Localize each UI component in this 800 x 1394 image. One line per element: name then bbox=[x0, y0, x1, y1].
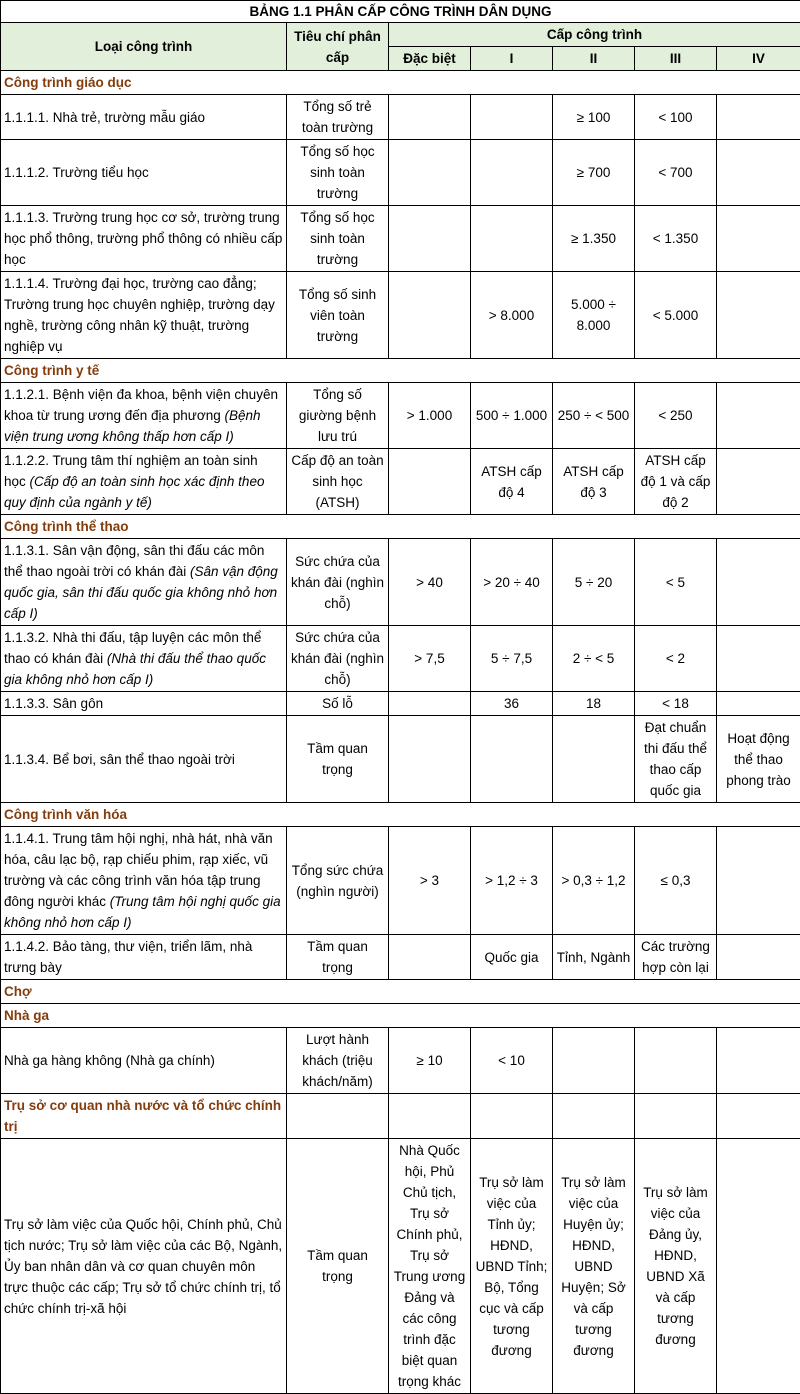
section-row bbox=[1, 71, 800, 95]
level-cell: < 5.000 bbox=[635, 272, 717, 359]
type-cell bbox=[1, 383, 287, 449]
criteria-cell: Tầm quan trọng bbox=[287, 716, 389, 803]
section-row bbox=[1, 359, 800, 383]
table-row bbox=[1, 827, 800, 935]
level-cell bbox=[717, 206, 800, 272]
level-cell: ATSH cấp độ 1 và cấp độ 2 bbox=[635, 449, 717, 515]
table-row bbox=[1, 95, 800, 140]
type-cell bbox=[1, 95, 287, 140]
type-name: 1.1.2.2. Trung tâm thí nghiệm an toàn sinh học bbox=[4, 453, 258, 489]
criteria-cell: Sức chứa của khán đài (nghìn chỗ) bbox=[287, 539, 389, 626]
level-cell bbox=[717, 272, 800, 359]
level-cell bbox=[717, 626, 800, 692]
type-cell bbox=[1, 692, 287, 716]
type-cell bbox=[1, 1139, 287, 1394]
table-title: BẢNG 1.1 PHÂN CẤP CÔNG TRÌNH DÂN DỤNG bbox=[1, 1, 800, 23]
table-row bbox=[1, 1028, 800, 1094]
level-cell: > 0,3 ÷ 1,2 bbox=[553, 827, 635, 935]
level-cell: > 7,5 bbox=[389, 626, 471, 692]
type-cell bbox=[1, 1028, 287, 1094]
criteria-cell: Tầm quan trọng bbox=[287, 935, 389, 980]
type-note: (Nhà thi đấu thể thao quốc gia không nhỏ hơn cấp I) bbox=[4, 651, 266, 687]
type-name: Trụ sở làm việc của Quốc hội, Chính phủ, Chủ tịch nước; Trụ sở làm việc của các Bộ, Ngành, Ủy ban nhân dân và cơ quan chuyên môn trực thuộc các cấp; Trụ sở tổ chức chính trị, tổ chức chính trị-xã hội bbox=[4, 1217, 282, 1316]
empty-cell bbox=[717, 1094, 800, 1139]
level-cell: Trụ sở làm việc của Tỉnh ủy; HĐND, UBND Tỉnh; Bộ, Tổng cục và cấp tương đương bbox=[471, 1139, 553, 1394]
level-cell bbox=[389, 716, 471, 803]
level-cell bbox=[635, 1028, 717, 1094]
level-cell bbox=[553, 716, 635, 803]
type-note: (Sân vận động quốc gia, sân thi đấu quốc gia không nhỏ hơn cấp I) bbox=[4, 564, 278, 621]
level-cell: Hoạt động thể thao phong trào bbox=[717, 716, 800, 803]
level-cell: Trụ sở làm việc của Huyện ủy; HĐND, UBND Huyện; Sở và cấp tương đương bbox=[553, 1139, 635, 1394]
level-cell bbox=[471, 140, 553, 206]
section-label: Chợ bbox=[1, 980, 800, 1004]
section-row bbox=[1, 803, 800, 827]
level-cell: > 40 bbox=[389, 539, 471, 626]
level-cell bbox=[553, 1028, 635, 1094]
level-cell: 2 ÷ < 5 bbox=[553, 626, 635, 692]
level-cell: 500 ÷ 1.000 bbox=[471, 383, 553, 449]
criteria-cell: Lượt hành khách (triệu khách/năm) bbox=[287, 1028, 389, 1094]
criteria-cell: Tổng sức chứa (nghìn người) bbox=[287, 827, 389, 935]
level-cell bbox=[717, 1139, 800, 1394]
level-cell: < 1.350 bbox=[635, 206, 717, 272]
criteria-cell: Tổng số giường bệnh lưu trú bbox=[287, 383, 389, 449]
type-cell bbox=[1, 272, 287, 359]
level-cell bbox=[717, 827, 800, 935]
section-label: Công trình văn hóa bbox=[1, 803, 800, 827]
type-name: 1.1.4.2. Bảo tàng, thư viện, triển lãm, nhà trưng bày bbox=[4, 939, 252, 975]
level-cell: < 250 bbox=[635, 383, 717, 449]
type-name: 1.1.2.1. Bệnh viện đa khoa, bệnh viện chuyên khoa từ trung ương đến địa phương bbox=[4, 387, 278, 423]
level-cell bbox=[389, 692, 471, 716]
level-cell bbox=[717, 449, 800, 515]
level-cell: 5 ÷ 7,5 bbox=[471, 626, 553, 692]
level-cell: ≥ 1.350 bbox=[553, 206, 635, 272]
criteria-cell: Tổng số học sinh toàn trường bbox=[287, 206, 389, 272]
type-cell bbox=[1, 449, 287, 515]
table-row bbox=[1, 383, 800, 449]
table-body bbox=[1, 71, 800, 1394]
criteria-cell: Tổng số trẻ toàn trường bbox=[287, 95, 389, 140]
level-cell bbox=[471, 716, 553, 803]
section-label: Nhà ga bbox=[1, 1004, 800, 1028]
table-row bbox=[1, 140, 800, 206]
header-level-special: Đặc biệt bbox=[389, 47, 471, 71]
level-cell: < 100 bbox=[635, 95, 717, 140]
header-level-1: I bbox=[471, 47, 553, 71]
section-row bbox=[1, 515, 800, 539]
criteria-cell: Tổng số học sinh toàn trường bbox=[287, 140, 389, 206]
level-cell bbox=[389, 95, 471, 140]
level-cell: > 20 ÷ 40 bbox=[471, 539, 553, 626]
header-level-2: II bbox=[553, 47, 635, 71]
criteria-cell: Tổng số sinh viên toàn trường bbox=[287, 272, 389, 359]
type-name: 1.1.3.4. Bể bơi, sân thể thao ngoài trời bbox=[4, 752, 235, 767]
level-cell: < 10 bbox=[471, 1028, 553, 1094]
type-name: 1.1.4.1. Trung tâm hội nghị, nhà hát, nhà văn hóa, câu lạc bộ, rạp chiếu phim, rạp xiếc, vũ trường và các công trình văn hóa tập trung đông người khác bbox=[4, 831, 273, 909]
criteria-cell: Cấp độ an toàn sinh học (ATSH) bbox=[287, 449, 389, 515]
header-level: Cấp công trình bbox=[389, 23, 800, 47]
level-cell: ≥ 100 bbox=[553, 95, 635, 140]
section-label: Trụ sở cơ quan nhà nước và tổ chức chính trị bbox=[1, 1094, 287, 1139]
level-cell bbox=[717, 935, 800, 980]
type-cell bbox=[1, 206, 287, 272]
table-row bbox=[1, 206, 800, 272]
type-name: 1.1.1.4. Trường đại học, trường cao đẳng; Trường trung học chuyên nghiệp, trường dạy nghề, trường công nhân kỹ thuật, trường nghiệp vụ bbox=[4, 276, 275, 354]
table-row bbox=[1, 716, 800, 803]
level-cell: 5.000 ÷ 8.000 bbox=[553, 272, 635, 359]
table-row bbox=[1, 1139, 800, 1394]
table-row bbox=[1, 539, 800, 626]
table-row bbox=[1, 692, 800, 716]
section-row bbox=[1, 1094, 800, 1139]
criteria-cell: Tầm quan trọng bbox=[287, 1139, 389, 1394]
type-name: 1.1.3.2. Nhà thi đấu, tập luyện các môn thể thao có khán đài bbox=[4, 630, 261, 666]
type-note: (Bệnh viện trung ương không thấp hơn cấp I) bbox=[4, 408, 261, 444]
table-row bbox=[1, 626, 800, 692]
type-cell bbox=[1, 716, 287, 803]
type-cell bbox=[1, 539, 287, 626]
level-cell: < 700 bbox=[635, 140, 717, 206]
level-cell: > 3 bbox=[389, 827, 471, 935]
level-cell: < 5 bbox=[635, 539, 717, 626]
level-cell bbox=[717, 539, 800, 626]
type-cell bbox=[1, 140, 287, 206]
header-level-3: III bbox=[635, 47, 717, 71]
table-row bbox=[1, 272, 800, 359]
empty-cell bbox=[389, 1094, 471, 1139]
type-note: (Cấp độ an toàn sinh học xác định theo quy định của ngành y tế) bbox=[4, 474, 264, 510]
empty-cell bbox=[471, 1094, 553, 1139]
level-cell: 250 ÷ < 500 bbox=[553, 383, 635, 449]
section-label: Công trình y tế bbox=[1, 359, 800, 383]
type-name: Nhà ga hàng không (Nhà ga chính) bbox=[4, 1053, 215, 1068]
level-cell bbox=[389, 272, 471, 359]
type-name: 1.1.1.3. Trường trung học cơ sở, trường trung học phổ thông, trường phổ thông có nhiều cấp học bbox=[4, 210, 282, 267]
type-cell bbox=[1, 626, 287, 692]
type-cell bbox=[1, 935, 287, 980]
level-cell: Nhà Quốc hội, Phủ Chủ tịch, Trụ sở Chính phủ, Trụ sở Trung ương Đảng và các công trình đặc biệt quan trọng khác bbox=[389, 1139, 471, 1394]
level-cell: ATSH cấp độ 4 bbox=[471, 449, 553, 515]
level-cell: > 1.000 bbox=[389, 383, 471, 449]
level-cell bbox=[389, 140, 471, 206]
empty-cell bbox=[287, 1094, 389, 1139]
level-cell: Đạt chuẩn thi đấu thể thao cấp quốc gia bbox=[635, 716, 717, 803]
level-cell: > 1,2 ÷ 3 bbox=[471, 827, 553, 935]
level-cell bbox=[717, 383, 800, 449]
level-cell bbox=[717, 140, 800, 206]
level-cell bbox=[389, 935, 471, 980]
level-cell bbox=[389, 206, 471, 272]
level-cell bbox=[717, 692, 800, 716]
level-cell: 18 bbox=[553, 692, 635, 716]
level-cell bbox=[389, 449, 471, 515]
level-cell: ≤ 0,3 bbox=[635, 827, 717, 935]
level-cell bbox=[471, 206, 553, 272]
level-cell bbox=[471, 95, 553, 140]
empty-cell bbox=[635, 1094, 717, 1139]
type-name: 1.1.1.1. Nhà trẻ, trường mẫu giáo bbox=[4, 110, 205, 125]
section-label: Công trình thể thao bbox=[1, 515, 800, 539]
level-cell: Trụ sở làm việc của Đảng ủy, HĐND, UBND Xã và cấp tương đương bbox=[635, 1139, 717, 1394]
header-type: Loại công trình bbox=[1, 23, 287, 71]
criteria-cell: Số lỗ bbox=[287, 692, 389, 716]
level-cell: > 8.000 bbox=[471, 272, 553, 359]
empty-cell bbox=[553, 1094, 635, 1139]
header-level-4: IV bbox=[717, 47, 800, 71]
type-name: 1.1.1.2. Trường tiểu học bbox=[4, 165, 149, 180]
level-cell: 36 bbox=[471, 692, 553, 716]
level-cell: < 2 bbox=[635, 626, 717, 692]
level-cell: 5 ÷ 20 bbox=[553, 539, 635, 626]
type-name: 1.1.3.1. Sân vận động, sân thi đấu các môn thể thao ngoài trời có khán đài bbox=[4, 543, 264, 579]
type-cell bbox=[1, 827, 287, 935]
level-cell bbox=[717, 95, 800, 140]
type-name: 1.1.3.3. Sân gôn bbox=[4, 696, 103, 711]
section-row bbox=[1, 980, 800, 1004]
section-label: Công trình giáo dục bbox=[1, 71, 800, 95]
criteria-cell: Sức chứa của khán đài (nghìn chỗ) bbox=[287, 626, 389, 692]
table-row bbox=[1, 449, 800, 515]
header-criteria: Tiêu chí phân cấp bbox=[287, 23, 389, 71]
level-cell: ≥ 700 bbox=[553, 140, 635, 206]
level-cell: ≥ 10 bbox=[389, 1028, 471, 1094]
level-cell: Các trường hợp còn lại bbox=[635, 935, 717, 980]
level-cell: ATSH cấp độ 3 bbox=[553, 449, 635, 515]
section-row bbox=[1, 1004, 800, 1028]
table-row bbox=[1, 935, 800, 980]
level-cell: Tỉnh, Ngành bbox=[553, 935, 635, 980]
level-cell: < 18 bbox=[635, 692, 717, 716]
level-cell bbox=[717, 1028, 800, 1094]
type-note: (Trung tâm hội nghị quốc gia không nhỏ hơn cấp I) bbox=[4, 894, 281, 930]
level-cell: Quốc gia bbox=[471, 935, 553, 980]
